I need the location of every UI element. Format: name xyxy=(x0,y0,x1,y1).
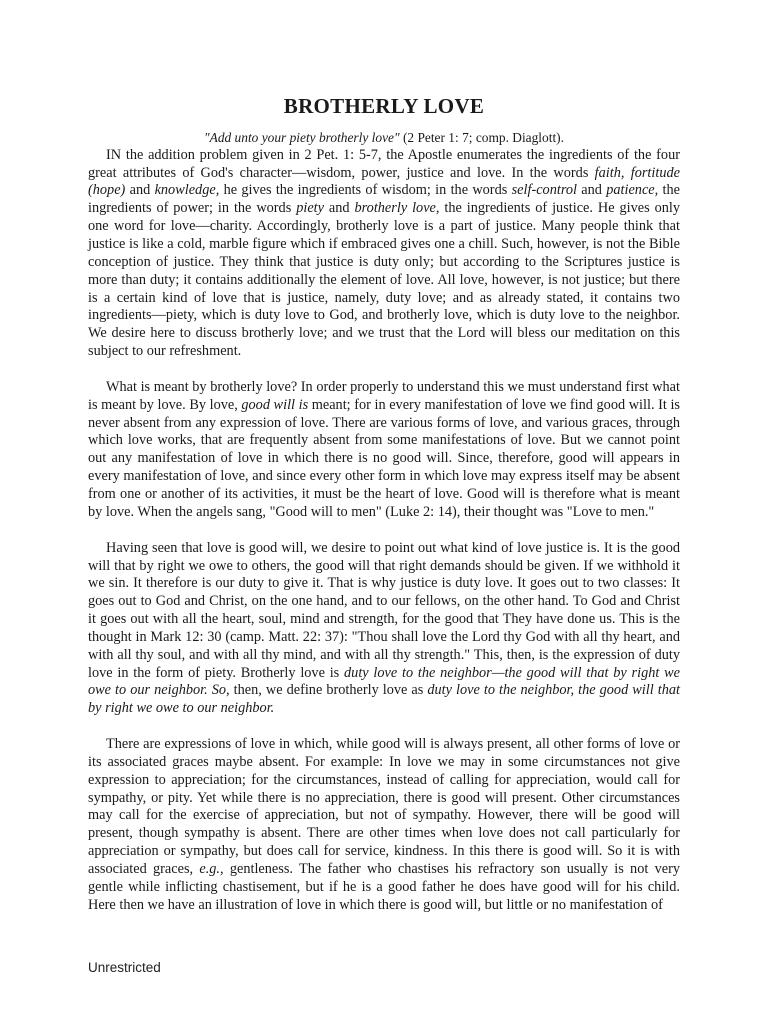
text-run: he gives the ingredients of wisdom; in the words xyxy=(219,182,512,199)
italic-text-run: piety xyxy=(296,200,324,217)
paragraph-3 xyxy=(88,540,680,718)
italic-text-run: faith, fortitude (hope) xyxy=(88,164,680,199)
italic-text-run: duty love to the neighbor—the good will that by right we owe to our neighbor. So, xyxy=(88,664,680,699)
text-run: Having seen that love is good will, we desire to point out what kind of love justice is. It is the good will that by right we owe to others, the good will that right demands should be given. If we withhold it we sin. It therefore is our duty to give it. That is why justice is duty love. It goes out to two classes: It goes out to God and Christ, on the one hand, and to our fellows, on the other hand. To God and Christ it goes out with all the heart, soul, mind and strength, for the good that They have done us. This is the thought in Mark 12: 30 (camp. Matt. 22: 37): "Thou shall love the Lord thy God with all thy heart, and with all thy soul, and with all thy mind, and with all thy strength." This, then, is the expression of duty love in the form of piety. Brotherly love is xyxy=(88,539,680,681)
text-run: and xyxy=(324,200,355,217)
text-run: and xyxy=(125,182,155,199)
epigraph-quote: "Add unto your piety brotherly love" xyxy=(204,130,400,145)
paragraph-1 xyxy=(88,147,680,361)
italic-text-run: good will is xyxy=(241,396,309,413)
text-run: and xyxy=(576,182,607,199)
text-run: IN the addition problem given in 2 Pet. 1: 5-7, the Apostle enumerates the ingredients of the four great attributes of God's character—wisdom, power, justice and love. In the words xyxy=(88,146,680,181)
document-page xyxy=(88,92,680,933)
classification-label: Unrestricted xyxy=(88,960,161,975)
italic-text-run: knowledge, xyxy=(154,182,220,199)
text-run: meant; for in every manifestation of love we find good will. It is never absent from any expression of love. There are various forms of love, and various graces, through which love works, that are frequently absent from some manifestations of love. But we cannot point out any manifestation of love in which there is no good will. Since, therefore, good will appears in every manifestation of love, and since every other form in which love may express itself may be absent from one or another of its activities, it must be the heart of love. Good will is therefore what is meant by love. When the angels sang, "Good will to men" (Luke 2: 14), their thought was "Love to men." xyxy=(88,396,680,520)
italic-text-run: e.g., xyxy=(199,861,224,878)
italic-text-run: self-control xyxy=(511,182,577,199)
italic-text-run: duty love to the neighbor, the good will that by right we owe to our neighbor. xyxy=(88,682,680,717)
text-run: There are expressions of love in which, while good will is always present, all other forms of love or its associated graces maybe absent. For example: In love we may in some circumstances not give expression to appreciation; for the circumstances, instead of calling for appreciation, would call for sympathy, or pity. Yet while there is no appreciation, there is good will present. Other circumstances may call for the exercise of appreciation, but not of sympathy. However, there will be good will present, though sympathy is absent. There are other times when love does not call particularly for appreciation or sympathy, but does call for service, kindness. In this there is good will. So it is with associated graces, xyxy=(88,736,680,878)
italic-text-run: patience, xyxy=(606,182,659,199)
text-run: the ingredients of justice. He gives only one word for love—charity. Accordingly, brotherly love is a part of justice. Many people think that justice is like a cold, marble figure which if embraced gives one a chill. Such, however, is not the Bible conception of justice. They think that justice is duty only; but according to the Scriptures justice is more than duty; it contains additionally the element of love. All love, however, is not justice; but there is a certain kind of love that is justice, namely, duty love; and as already stated, it contains two ingredients—piety, which is duty love to God, and brotherly love, which is duty love to the neighbor. We desire here to discuss brotherly love; and we trust that the Lord will bless our meditation on this subject to our refreshment. xyxy=(88,200,680,360)
italic-text-run: brotherly love, xyxy=(354,200,440,217)
document-title: BROTHERLY LOVE xyxy=(283,94,485,118)
text-run: the ingredients of power; in the words xyxy=(88,182,680,217)
paragraph-2 xyxy=(88,379,680,522)
paragraph-4 xyxy=(88,736,680,914)
text-run: What is meant by brotherly love? In order properly to understand this we must understand first what is meant by love. By love, xyxy=(88,378,680,413)
text-run: then, we define brotherly love as xyxy=(229,682,428,699)
text-run: gentleness. The father who chastises his refractory son usually is not very gentle while inflicting chastisement, but if he is a good father he does have good will for his child. Here then we have an illustration of love in which there is good will, but little or no manifestation of xyxy=(88,861,680,913)
epigraph xyxy=(88,129,680,147)
epigraph-reference: (2 Peter 1: 7; comp. Diaglott). xyxy=(399,130,564,145)
